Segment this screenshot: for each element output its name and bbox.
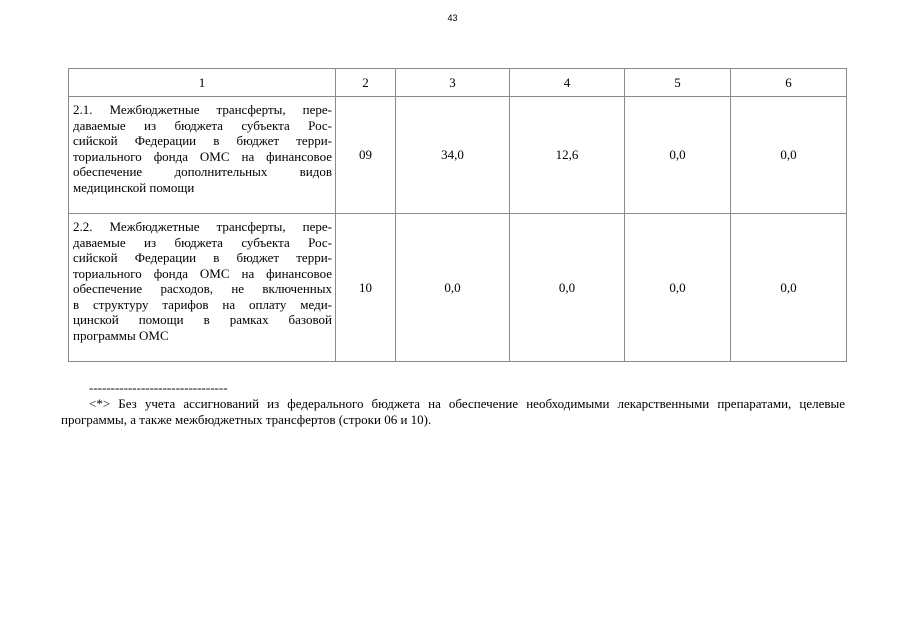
column-header-5: 5 bbox=[625, 69, 731, 97]
description-line: ториального фонда ОМС на финансовое bbox=[73, 265, 332, 281]
description-line: 2.1. Межбюджетные трансферты, пере- bbox=[73, 102, 332, 117]
description-line: даваемые из бюджета субъекта Рос- bbox=[73, 234, 332, 250]
description-line: медицинской помощи bbox=[73, 179, 195, 195]
description-line: сийской Федерации в бюджет терри- bbox=[73, 250, 332, 265]
description-line: даваемые из бюджета субъекта Рос- bbox=[73, 117, 332, 133]
value-cell: 12,6 bbox=[510, 97, 625, 214]
description-line: сийской Федерации в бюджет терри- bbox=[73, 133, 332, 148]
value-cell: 0,0 bbox=[731, 97, 847, 214]
column-header-6: 6 bbox=[731, 69, 847, 97]
value-cell: 0,0 bbox=[396, 214, 510, 362]
row-code: 10 bbox=[336, 214, 396, 362]
value-cell: 0,0 bbox=[731, 214, 847, 362]
row-description bbox=[69, 214, 336, 362]
row-code: 09 bbox=[336, 97, 396, 214]
table-row bbox=[69, 214, 847, 362]
column-header-3: 3 bbox=[396, 69, 510, 97]
description-line: ториального фонда ОМС на финансовое bbox=[73, 148, 332, 164]
description-line: обеспечение дополнительных видов bbox=[73, 164, 332, 179]
value-cell: 34,0 bbox=[396, 97, 510, 214]
description-line: программы ОМС bbox=[73, 327, 169, 343]
value-cell: 0,0 bbox=[625, 214, 731, 362]
description-line: обеспечение расходов, не включенных bbox=[73, 281, 332, 296]
value-cell: 0,0 bbox=[510, 214, 625, 362]
description-line: в структуру тарифов на оплату меди- bbox=[73, 296, 332, 312]
footnote-text: <*> Без учета ассигнований из федерального бюджета на обеспечение необходимыми лекарственными препаратами, целевые программы, а также межбюджетных трансфертов (строки 06 и 10). bbox=[61, 396, 845, 427]
column-header-1: 1 bbox=[69, 69, 336, 97]
column-header-4: 4 bbox=[510, 69, 625, 97]
description-line: цинской помощи в рамках базовой bbox=[73, 312, 332, 327]
table-row bbox=[69, 97, 847, 214]
column-header-2: 2 bbox=[336, 69, 396, 97]
data-table bbox=[68, 68, 847, 362]
footnote bbox=[61, 380, 845, 428]
value-cell: 0,0 bbox=[625, 97, 731, 214]
table-header-row bbox=[69, 69, 847, 97]
row-description bbox=[69, 97, 336, 214]
page-number: 43 bbox=[447, 13, 458, 23]
footnote-separator: -------------------------------- bbox=[89, 380, 228, 395]
description-line: 2.2. Межбюджетные трансферты, пере- bbox=[73, 219, 332, 234]
